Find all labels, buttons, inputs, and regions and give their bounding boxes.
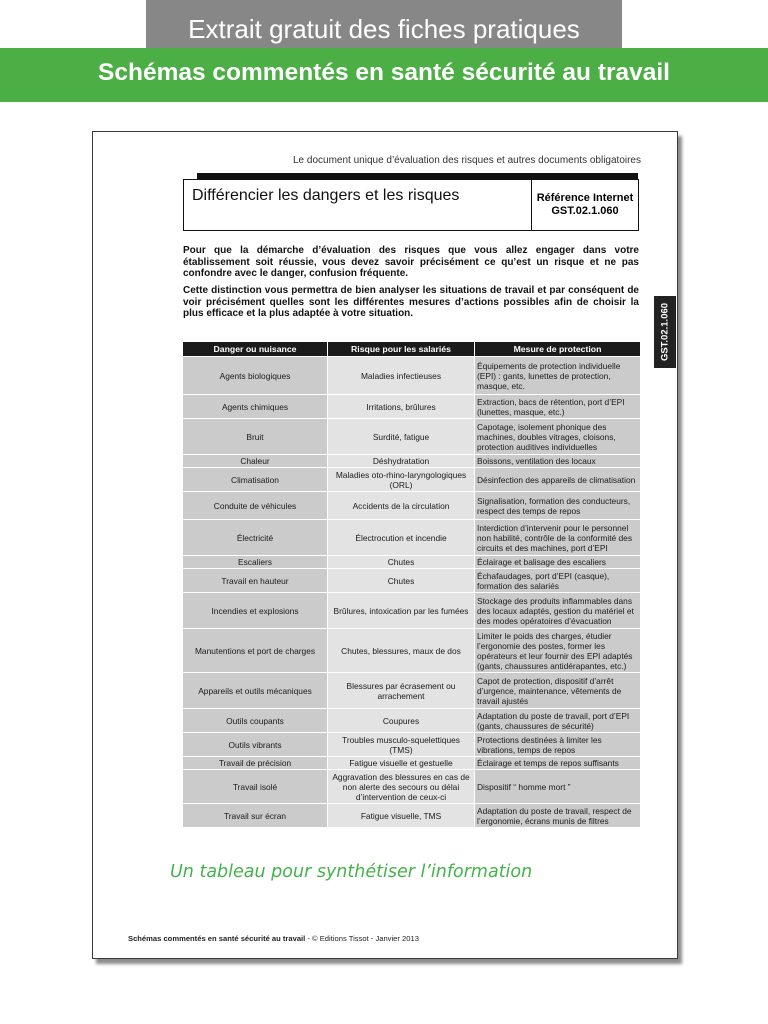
- cell-danger: Travail sur écran: [183, 804, 328, 828]
- title-box: [183, 179, 639, 231]
- cell-risk: Chutes: [328, 556, 475, 569]
- side-tab-label: GST.02.1.060: [659, 302, 671, 362]
- column-header-risk: Risque pour les salariés: [328, 342, 475, 357]
- cell-danger: Bruit: [183, 419, 328, 455]
- table-row: [183, 709, 641, 733]
- cell-protection: Éclairage et temps de repos suffisants: [475, 757, 641, 770]
- cell-risk: Brûlures, intoxication par les fumées: [328, 593, 475, 629]
- page-title: Différencier les dangers et les risques: [192, 187, 460, 204]
- table-row: [183, 455, 641, 468]
- cell-protection: Échafaudages, port d’EPI (casque), formation des salariés: [475, 569, 641, 593]
- cell-danger: Manutentions et port de charges: [183, 629, 328, 673]
- table-row: [183, 395, 641, 419]
- cell-risk: Électrocution et incendie: [328, 520, 475, 556]
- page-footer: [128, 934, 419, 943]
- cell-protection: Limiter le poids des charges, étudier l’ergonomie des postes, former les opérateurs et leur fournir des EPI adaptés (gants, chaussures antidérapantes, etc.): [475, 629, 641, 673]
- table-row: [183, 419, 641, 455]
- risk-table: [182, 341, 641, 828]
- cell-protection: Capotage, isolement phonique des machines, doubles vitrages, cloisons, protection auditives individuelles: [475, 419, 641, 455]
- reference-code: GST.02.1.060: [551, 205, 619, 217]
- table-row: [183, 569, 641, 593]
- cell-protection: Capot de protection, dispositif d’arrêt d’urgence, maintenance, vêtements de travail ajustés: [475, 673, 641, 709]
- reference-side-tab: [654, 296, 676, 368]
- cell-danger: Climatisation: [183, 468, 328, 492]
- cell-protection: Extraction, bacs de rétention, port d’EPI (lunettes, masque, etc.): [475, 395, 641, 419]
- table-body: [183, 357, 641, 828]
- cell-risk: Chutes, blessures, maux de dos: [328, 629, 475, 673]
- cell-risk: Déshydratation: [328, 455, 475, 468]
- table-row: [183, 357, 641, 395]
- cell-protection: Désinfection des appareils de climatisation: [475, 468, 641, 492]
- cell-risk: Troubles musculo-squelettiques (TMS): [328, 733, 475, 757]
- section-header: Le document unique d’évaluation des risques et autres documents obligatoires: [293, 155, 641, 166]
- cell-protection: Éclairage et balisage des escaliers: [475, 556, 641, 569]
- table-row: [183, 556, 641, 569]
- column-header-protection: Mesure de protection: [475, 342, 641, 357]
- cell-protection: Interdiction d’intervenir pour le personnel non habilité, contrôle de la conformité des circuits et des machines, port d’EPI: [475, 520, 641, 556]
- cell-protection: Protections destinées à limiter les vibrations, temps de repos: [475, 733, 641, 757]
- cell-risk: Coupures: [328, 709, 475, 733]
- table-row: [183, 804, 641, 828]
- table-row: [183, 770, 641, 804]
- column-header-danger: Danger ou nuisance: [183, 342, 328, 357]
- cell-danger: Électricité: [183, 520, 328, 556]
- collection-title: Schémas commentés en santé sécurité au travail: [98, 59, 670, 86]
- table-row: [183, 629, 641, 673]
- cell-risk: Fatigue visuelle, TMS: [328, 804, 475, 828]
- table-caption: Un tableau pour synthétiser l’information: [170, 862, 533, 882]
- cell-danger: Outils coupants: [183, 709, 328, 733]
- cell-risk: Blessures par écrasement ou arrachement: [328, 673, 475, 709]
- cell-protection: Stockage des produits inflammables dans des locaux adaptés, gestion du matériel et des modes opératoires d’évacuation: [475, 593, 641, 629]
- cell-risk: Surdité, fatigue: [328, 419, 475, 455]
- cell-risk: Fatigue visuelle et gestuelle: [328, 757, 475, 770]
- cell-risk: Aggravation des blessures en cas de non alerte des secours ou délai d’intervention de ceux-ci: [328, 770, 475, 804]
- table-row: [183, 733, 641, 757]
- cell-risk: Maladies infectieuses: [328, 357, 475, 395]
- table-row: [183, 468, 641, 492]
- cell-danger: Travail de précision: [183, 757, 328, 770]
- cell-protection: Adaptation du poste de travail, port d’EPI (gants, chaussures de sécurité): [475, 709, 641, 733]
- cell-danger: Incendies et explosions: [183, 593, 328, 629]
- intro-paragraph: Pour que la démarche d’évaluation des risques que vous allez engager dans votre établissement soit réussie, vous devez savoir précisément ce qu’est un risque et ne pas confondre avec le danger, confusion fréquente.: [183, 245, 639, 280]
- cell-protection: Dispositif “ homme mort ”: [475, 770, 641, 804]
- table-row: [183, 593, 641, 629]
- cell-danger: Outils vibrants: [183, 733, 328, 757]
- cell-risk: Chutes: [328, 569, 475, 593]
- cell-danger: Travail en hauteur: [183, 569, 328, 593]
- cell-danger: Agents chimiques: [183, 395, 328, 419]
- cell-danger: Conduite de véhicules: [183, 492, 328, 520]
- cell-danger: Chaleur: [183, 455, 328, 468]
- table-row: [183, 673, 641, 709]
- table-row: [183, 492, 641, 520]
- cell-protection: Signalisation, formation des conducteurs, respect des temps de repos: [475, 492, 641, 520]
- cell-danger: Appareils et outils mécaniques: [183, 673, 328, 709]
- cell-danger: Escaliers: [183, 556, 328, 569]
- table-row: [183, 757, 641, 770]
- cell-protection: Boissons, ventilation des locaux: [475, 455, 641, 468]
- cell-risk: Maladies oto-rhino-laryngologiques (ORL): [328, 468, 475, 492]
- cell-protection: Adaptation du poste de travail, respect de l’ergonomie, écrans munis de filtres: [475, 804, 641, 828]
- cell-risk: Accidents de la circulation: [328, 492, 475, 520]
- reference-box: [531, 180, 638, 230]
- footer-title: Schémas commentés en santé sécurité au travail: [128, 934, 306, 943]
- footer-publisher: - © Editions Tissot - Janvier 2013: [305, 934, 419, 943]
- collection-title-bar: [0, 48, 768, 102]
- cell-danger: Travail isolé: [183, 770, 328, 804]
- cell-danger: Agents biologiques: [183, 357, 328, 395]
- free-extract-banner: [146, 0, 622, 48]
- free-extract-text: Extrait gratuit des fiches pratiques: [188, 14, 580, 44]
- reference-label: Référence Internet: [536, 192, 634, 204]
- table-header-row: [183, 342, 641, 357]
- table-row: [183, 520, 641, 556]
- distinction-paragraph: Cette distinction vous permettra de bien analyser les situations de travail et par conséquent de voir précisément quelles sont les différentes mesures d’actions possibles afin de choisir la plus efficace et la plus adaptée à votre situation.: [183, 285, 639, 320]
- cell-protection: Équipements de protection individuelle (EPI) : gants, lunettes de protection, masque, etc.: [475, 357, 641, 395]
- cell-risk: Irritations, brûlures: [328, 395, 475, 419]
